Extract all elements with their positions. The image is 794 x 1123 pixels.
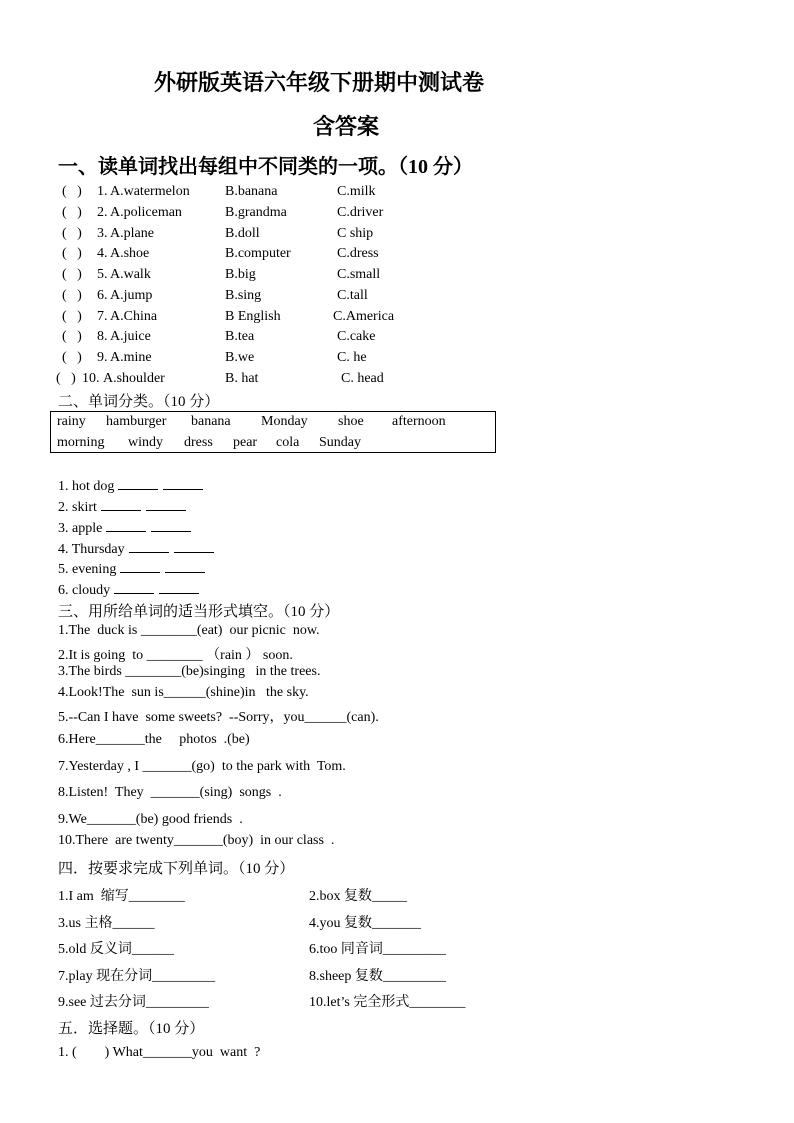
- fill-item: 9.We_______(be) good friends .: [58, 812, 243, 827]
- option-b: B.computer: [225, 246, 291, 261]
- section1-row: [58, 267, 498, 287]
- word-task-right: 2.box 复数_____: [309, 889, 407, 904]
- fill-item: 8.Listen! They _______(sing) songs .: [58, 785, 282, 800]
- option-a: A.plane: [110, 226, 154, 241]
- word-box-word: windy: [128, 435, 163, 450]
- option-c: C.cake: [337, 329, 376, 344]
- option-b: B English: [225, 309, 281, 324]
- answer-paren: ( ): [62, 205, 82, 220]
- word-task-left: 1.I am 缩写________: [58, 889, 185, 904]
- word-task-right: 8.sheep 复数_________: [309, 969, 446, 984]
- question-number: 6.: [97, 288, 108, 303]
- section1-row: [58, 329, 498, 349]
- section1-row: [58, 371, 498, 391]
- option-c: C. he: [337, 350, 367, 365]
- section3-heading: 三、用所给单词的适当形式填空。（10 分）: [58, 604, 340, 620]
- word-task-right: 10.let’s 完全形式________: [309, 995, 466, 1010]
- section4-heading: 四．按要求完成下列单词。（10 分）: [58, 861, 295, 877]
- option-a: A.watermelon: [110, 184, 190, 199]
- answer-blank: [101, 498, 141, 511]
- option-c: C.driver: [337, 205, 384, 220]
- answer-paren: ( ): [62, 309, 82, 324]
- option-b: B.doll: [225, 226, 260, 241]
- answer-blank: [151, 519, 191, 532]
- option-a: A.jump: [110, 288, 153, 303]
- classify-label: 3. apple: [58, 521, 103, 536]
- classify-item: [58, 498, 186, 516]
- classify-label: 5. evening: [58, 562, 117, 577]
- section1-heading: 一、读单词找出每组中不同类的一项。（10 分）: [58, 156, 473, 178]
- section1-row: [58, 309, 498, 329]
- fill-item: 4.Look!The sun is______(shine)in the sky.: [58, 685, 309, 700]
- option-a: A.juice: [110, 329, 151, 344]
- question-number: 2.: [97, 205, 108, 220]
- word-box-word: shoe: [338, 414, 364, 429]
- fill-item: 5.--Can I have some sweets? --Sorry，you______(can).: [58, 710, 379, 725]
- option-a: A.shoulder: [103, 371, 165, 386]
- section1-row: [58, 205, 498, 225]
- word-box-word: dress: [184, 435, 213, 450]
- choice-item: 1. ( ) What_______you want ?: [58, 1045, 261, 1060]
- word-task-left: 5.old 反义词______: [58, 942, 174, 957]
- word-box-word: morning: [57, 435, 105, 450]
- classify-label: 2. skirt: [58, 500, 97, 515]
- word-box: [50, 411, 496, 453]
- option-c: C.America: [333, 309, 395, 324]
- classify-item: [58, 477, 203, 495]
- word-box-word: cola: [276, 435, 300, 450]
- answer-paren: ( ): [62, 329, 82, 344]
- answer-paren: ( ): [62, 246, 82, 261]
- fill-item: 6.Here_______the photos .(be): [58, 732, 250, 747]
- classify-item: [58, 540, 214, 558]
- answer-paren: ( ): [62, 288, 82, 303]
- fill-item: 7.Yesterday , I _______(go) to the park with Tom.: [58, 759, 346, 774]
- option-a: A.mine: [110, 350, 152, 365]
- word-box-word: banana: [191, 414, 231, 429]
- section1-row: [58, 226, 498, 246]
- section1-row: [58, 350, 498, 370]
- answer-blank: [165, 560, 205, 573]
- answer-blank: [129, 540, 169, 553]
- option-b: B.banana: [225, 184, 278, 199]
- section1-row: [58, 246, 498, 266]
- page-title: 外研版英语六年级下册期中测试卷: [154, 70, 485, 95]
- fill-item: 3.The birds ________(be)singing in the trees.: [58, 664, 321, 679]
- answer-blank: [174, 540, 214, 553]
- option-b: B.tea: [225, 329, 255, 344]
- question-number: 10.: [82, 371, 100, 386]
- question-number: 1.: [97, 184, 108, 199]
- word-task-left: 9.see 过去分词_________: [58, 995, 209, 1010]
- option-a: A.walk: [110, 267, 151, 282]
- question-number: 9.: [97, 350, 108, 365]
- option-b: B.we: [225, 350, 255, 365]
- answer-blank: [106, 519, 146, 532]
- answer-blank: [114, 581, 154, 594]
- word-task-left: 3.us 主格______: [58, 916, 155, 931]
- option-c: C.milk: [337, 184, 376, 199]
- word-box-word: afternoon: [392, 414, 446, 429]
- option-c: C.dress: [337, 246, 379, 261]
- classify-label: 1. hot dog: [58, 479, 115, 494]
- option-c: C ship: [337, 226, 374, 241]
- question-number: 3.: [97, 226, 108, 241]
- section2-heading: 二、单词分类。（10 分）: [58, 394, 220, 410]
- word-box-word: pear: [233, 435, 258, 450]
- classify-item: [58, 519, 191, 537]
- answer-blank: [120, 560, 160, 573]
- word-task-left: 7.play 现在分词_________: [58, 969, 216, 984]
- word-task-right: 6.too 同音词_________: [309, 942, 446, 957]
- fill-item: 2.It is going to ________ （rain ） soon.: [58, 648, 293, 663]
- answer-paren: ( ): [62, 267, 82, 282]
- section1-row: [58, 288, 498, 308]
- fill-item: 1.The duck is ________(eat) our picnic now.: [58, 623, 320, 638]
- answer-paren: ( ): [62, 184, 82, 199]
- option-c: C.small: [337, 267, 381, 282]
- word-task-right: 4.you 复数_______: [309, 916, 421, 931]
- section1-row: [58, 184, 498, 204]
- question-number: 4.: [97, 246, 108, 261]
- option-a: A.shoe: [110, 246, 150, 261]
- question-number: 7.: [97, 309, 108, 324]
- option-b: B.grandma: [225, 205, 287, 220]
- option-c: C. head: [341, 371, 384, 386]
- answer-blank: [163, 477, 203, 490]
- word-box-word: hamburger: [106, 414, 167, 429]
- option-a: A.China: [110, 309, 158, 324]
- classify-item: [58, 581, 199, 599]
- classify-label: 6. cloudy: [58, 583, 111, 598]
- word-box-word: Monday: [261, 414, 308, 429]
- question-number: 8.: [97, 329, 108, 344]
- page-subtitle: 含答案: [313, 114, 380, 139]
- option-b: B.sing: [225, 288, 262, 303]
- answer-paren: ( ): [62, 350, 82, 365]
- answer-paren: ( ): [62, 226, 82, 241]
- option-b: B.big: [225, 267, 256, 282]
- option-c: C.tall: [337, 288, 368, 303]
- classify-label: 4. Thursday: [58, 542, 125, 557]
- answer-blank: [146, 498, 186, 511]
- fill-item: 10.There are twenty_______(boy) in our class .: [58, 833, 335, 848]
- question-number: 5.: [97, 267, 108, 282]
- word-box-word: rainy: [57, 414, 86, 429]
- option-b: B. hat: [225, 371, 259, 386]
- answer-blank: [159, 581, 199, 594]
- answer-paren: ( ): [56, 371, 76, 386]
- section5-heading: 五．选择题。（10 分）: [58, 1021, 205, 1037]
- word-box-word: Sunday: [319, 435, 361, 450]
- option-a: A.policeman: [110, 205, 182, 220]
- classify-item: [58, 560, 205, 578]
- answer-blank: [118, 477, 158, 490]
